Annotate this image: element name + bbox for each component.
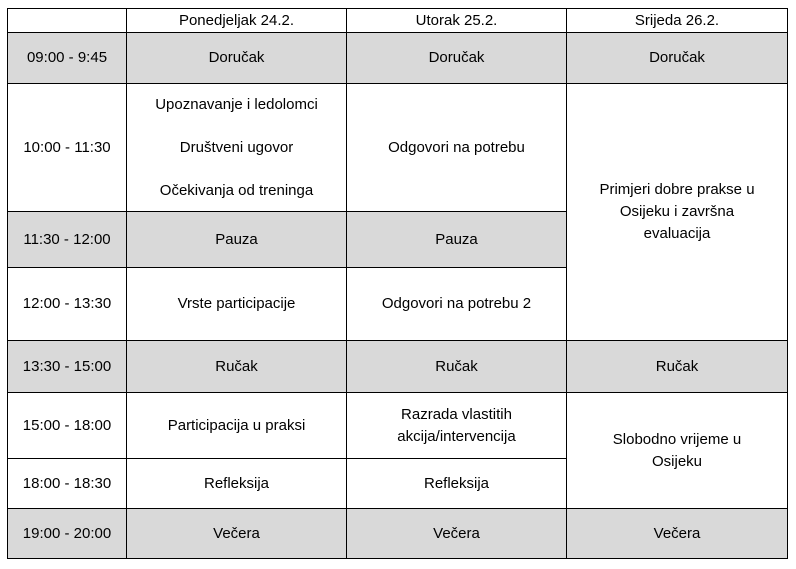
- activity-line: Osijeku: [651, 452, 703, 470]
- table-row: [8, 509, 788, 559]
- header-day-monday: Ponedjeljak 24.2.: [127, 9, 347, 33]
- activity-line: Razrada vlastitih: [401, 405, 512, 423]
- activity-cell: Doručak: [347, 33, 567, 84]
- table-row: [8, 393, 788, 459]
- activity-line: evaluacija: [643, 225, 711, 242]
- time-slot-cell: 15:00 - 18:00: [8, 393, 127, 459]
- activity-cell: Doručak: [127, 33, 347, 84]
- schedule-container: [7, 8, 788, 559]
- activity-cell: [347, 393, 567, 459]
- activity-cell: Ručak: [127, 341, 347, 393]
- activity-cell: Večera: [347, 509, 567, 559]
- time-slot-cell: 11:30 - 12:00: [8, 212, 127, 268]
- header-day-tuesday: Utorak 25.2.: [347, 9, 567, 33]
- activity-cell: Doručak: [567, 33, 788, 84]
- time-slot-cell: 12:00 - 13:30: [8, 268, 127, 341]
- activity-cell: Refleksija: [127, 459, 347, 509]
- activity-cell: Pauza: [347, 212, 567, 268]
- activity-cell: Ručak: [567, 341, 788, 393]
- activity-line: akcija/intervencija: [397, 427, 516, 445]
- activity-cell: Odgovori na potrebu: [347, 84, 567, 212]
- activity-line: Očekivanja od treninga: [159, 181, 314, 199]
- time-slot-cell: 19:00 - 20:00: [8, 509, 127, 559]
- activity-cell-merged: [567, 393, 788, 509]
- activity-cell-merged: [567, 84, 788, 341]
- table-row: [8, 33, 788, 84]
- time-slot-cell: 09:00 - 9:45: [8, 33, 127, 84]
- activity-cell: Vrste participacije: [127, 268, 347, 341]
- table-row: [8, 341, 788, 393]
- header-corner-cell: [8, 9, 127, 33]
- activity-cell: Refleksija: [347, 459, 567, 509]
- activity-cell: Večera: [567, 509, 788, 559]
- schedule-table: [7, 8, 788, 559]
- activity-cell: [127, 84, 347, 212]
- activity-line: Društveni ugovor: [179, 138, 294, 156]
- time-slot-cell: 18:00 - 18:30: [8, 459, 127, 509]
- time-slot-cell: 10:00 - 11:30: [8, 84, 127, 212]
- activity-line: Slobodno vrijeme u: [612, 430, 742, 448]
- activity-line: Primjeri dobre prakse u: [599, 181, 755, 198]
- activity-cell: Pauza: [127, 212, 347, 268]
- activity-cell: Participacija u praksi: [127, 393, 347, 459]
- activity-line: Osijeku i završna: [619, 203, 735, 220]
- time-slot-cell: 13:30 - 15:00: [8, 341, 127, 393]
- header-day-wednesday: Srijeda 26.2.: [567, 9, 788, 33]
- activity-cell: Odgovori na potrebu 2: [347, 268, 567, 341]
- table-row: [8, 84, 788, 212]
- header-row: [8, 9, 788, 33]
- activity-cell: Večera: [127, 509, 347, 559]
- activity-line: Upoznavanje i ledolomci: [155, 95, 318, 113]
- activity-cell: Ručak: [347, 341, 567, 393]
